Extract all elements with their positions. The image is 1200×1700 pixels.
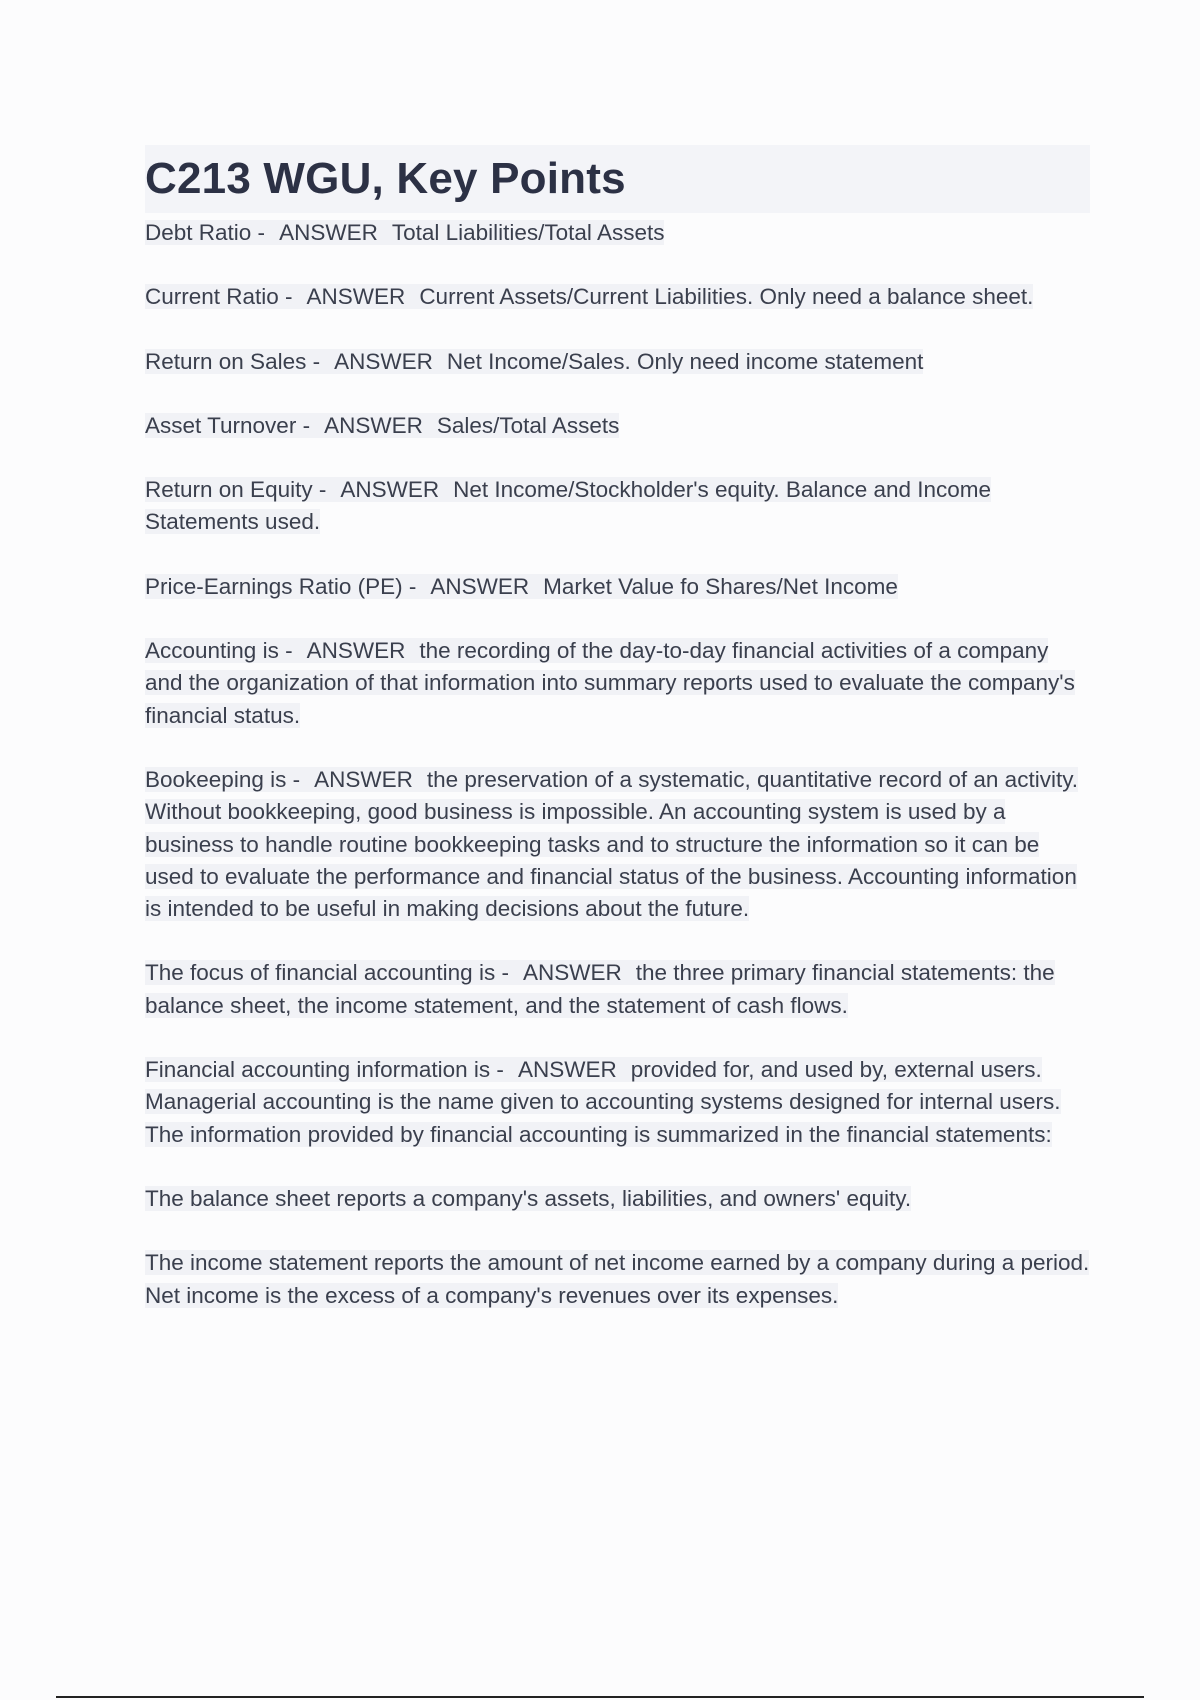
answer-tag: ANSWER <box>314 766 413 792</box>
page-title: C213 WGU, Key Points <box>145 154 626 203</box>
answer-tag: ANSWER <box>517 1057 617 1083</box>
paragraph-text: The income statement reports the amount of net income earned by a company during a period. Net income is the excess of a company's revenues over its expenses. <box>145 1250 1090 1308</box>
paragraph <box>145 1247 1090 1312</box>
answer-tag: ANSWER <box>340 477 440 503</box>
answer-tag: ANSWER <box>306 638 406 664</box>
qa-text <box>145 413 619 438</box>
qa-text <box>145 767 1078 921</box>
qa-text <box>145 1057 1061 1147</box>
qa-term: The focus of financial accounting is - <box>145 960 509 986</box>
qa-item <box>145 764 1090 925</box>
qa-term: Bookeeping is - <box>145 766 301 792</box>
qa-list <box>145 217 1090 1151</box>
document-content <box>145 145 1090 1344</box>
qa-text <box>145 284 1033 309</box>
qa-text <box>145 349 923 374</box>
qa-item <box>145 346 1090 378</box>
answer-tag: ANSWER <box>324 412 423 438</box>
qa-item <box>145 281 1090 313</box>
qa-answer: provided for, and used by, external users. Managerial accounting is the name given to accounting systems designed for internal users. The information provided by financial accounting is summarized in the financial statements: <box>145 1057 1061 1147</box>
qa-text <box>145 638 1075 728</box>
qa-text <box>145 477 991 534</box>
qa-item <box>145 410 1090 442</box>
qa-answer: the three primary financial statements: the balance sheet, the income statement, and the statement of cash flows. <box>145 960 1055 1018</box>
answer-tag: ANSWER <box>430 573 530 599</box>
qa-answer: Net Income/Sales. Only need income statement <box>446 348 924 374</box>
qa-term: Debt Ratio - <box>145 220 266 245</box>
qa-item <box>145 957 1090 1022</box>
answer-tag: ANSWER <box>522 960 622 986</box>
qa-item <box>145 474 1090 539</box>
qa-answer: Net Income/Stockholder's equity. Balance and Income Statements used. <box>145 477 992 535</box>
qa-item <box>145 217 1090 249</box>
qa-answer: the preservation of a systematic, quantitative record of an activity. Without bookkeeping, good business is impossible. An accounting system is used by a business to handle routine bookkeeping tasks and to structure the information so it can be used to evaluate the performance and financial status of the business. Accounting information is intended to be useful in making decisions about the future. <box>145 766 1079 922</box>
qa-text <box>145 960 1055 1017</box>
qa-term: Asset Turnover - <box>145 412 311 438</box>
qa-item <box>145 1054 1090 1151</box>
qa-answer: Sales/Total Assets <box>436 412 620 438</box>
qa-term: Financial accounting information is - <box>145 1057 504 1083</box>
qa-item <box>145 635 1090 732</box>
qa-item <box>145 571 1090 603</box>
answer-tag: ANSWER <box>279 220 378 245</box>
footer-rule <box>56 1696 1144 1698</box>
paragraph-text: The balance sheet reports a company's assets, liabilities, and owners' equity. <box>145 1185 912 1211</box>
qa-answer: the recording of the day-to-day financial activities of a company and the organization of that information into summary reports used to evaluate the company's financial status. <box>145 638 1075 728</box>
qa-answer: Current Assets/Current Liabilities. Only need a balance sheet. <box>419 284 1034 310</box>
qa-term: Price-Earnings Ratio (PE) - <box>145 573 417 599</box>
qa-text <box>145 220 664 245</box>
qa-term: Current Ratio - <box>145 284 293 310</box>
qa-term: Return on Equity - <box>145 477 327 503</box>
qa-term: Return on Sales - <box>145 348 321 374</box>
paragraph-list <box>145 1183 1090 1312</box>
paragraph <box>145 1183 1090 1215</box>
qa-term: Accounting is - <box>145 638 293 664</box>
answer-tag: ANSWER <box>306 284 406 310</box>
qa-text <box>145 574 898 599</box>
title-band <box>145 145 1090 213</box>
answer-tag: ANSWER <box>334 348 433 374</box>
qa-answer: Market Value fo Shares/Net Income <box>543 573 898 599</box>
qa-answer: Total Liabilities/Total Assets <box>391 220 665 245</box>
